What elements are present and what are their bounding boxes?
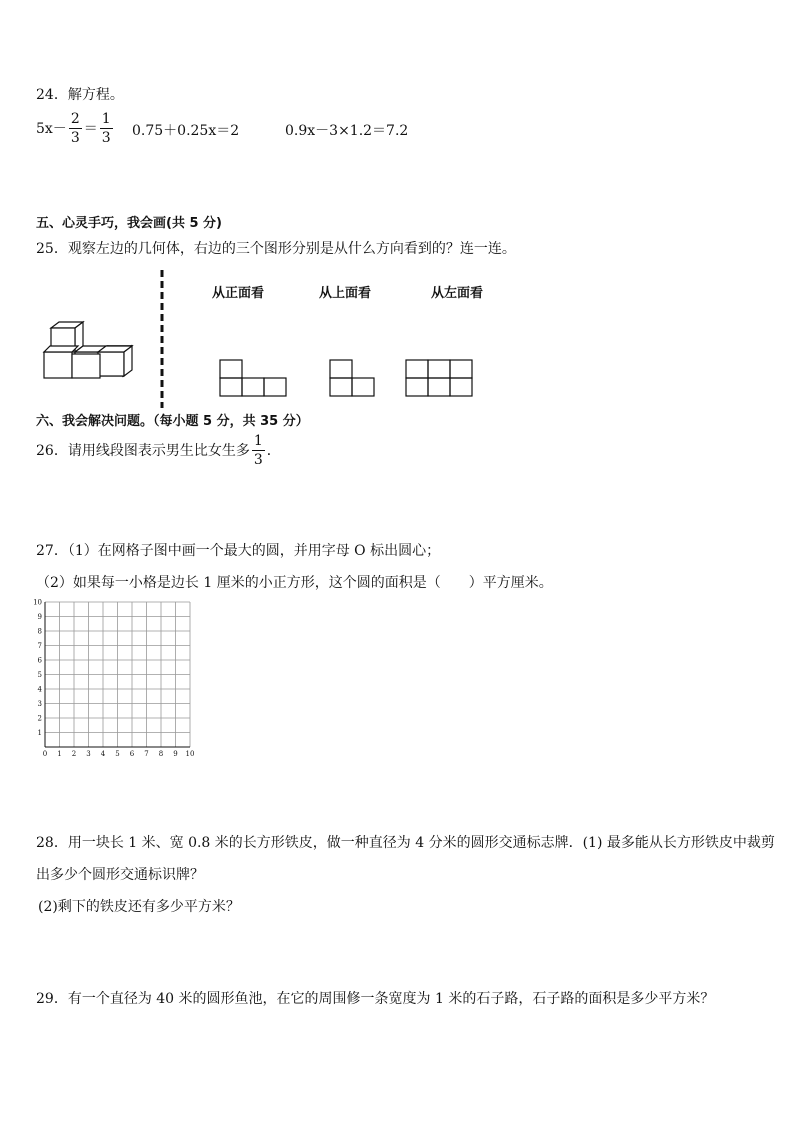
eq1-frac2-numerator: 1 — [101, 110, 111, 127]
grid-x-label: 0 — [42, 750, 48, 758]
label-from-front: 从正面看 — [212, 286, 265, 301]
grid-x-label: 7 — [144, 750, 149, 758]
q29-question: 29．有一个直径为 40 米的圆形鱼池，在它的周围修一条宽度为 1 米的石子路，石子路的面积是多少平方米？ — [36, 991, 715, 1007]
grid-x-label: 9 — [173, 750, 178, 758]
q26-text: 26．请用线段图表示男生比女生多 — [36, 443, 250, 459]
grid-x-label: 5 — [115, 750, 120, 758]
geometric-solid — [44, 322, 132, 378]
eq1-frac1-numerator: 2 — [70, 110, 80, 127]
q24-equation-1 — [36, 110, 115, 146]
q27-line-1: 27．（1）在网格子图中画一个最大的圆，并用字母 O 标出圆心； — [36, 543, 441, 559]
q28-line-2: 出多少个圆形交通标识牌？ — [36, 867, 204, 883]
grid-y-label: 3 — [37, 700, 42, 708]
left-view-shape — [406, 360, 472, 396]
grid-y-label: 5 — [37, 671, 42, 679]
eq1-frac2-denominator: 3 — [101, 129, 111, 146]
eq1-prefix: 5x－ — [36, 121, 67, 137]
section6-title: 六、我会解决问题。（每小题 5 分，共 35 分） — [36, 414, 309, 429]
q25-title: 25．观察左边的几何体，右边的三个图形分别是从什么方向看到的？连一连。 — [36, 241, 516, 257]
grid-y-label: 7 — [37, 642, 42, 650]
eq1-fraction-1 — [69, 112, 82, 145]
q24-equation-2: 0.75＋0.25x＝2 — [132, 123, 240, 139]
label-from-left: 从左面看 — [431, 286, 484, 301]
q26-question — [36, 432, 281, 468]
grid-y-label: 1 — [37, 729, 42, 737]
label-from-top: 从上面看 — [319, 286, 372, 301]
q28-line-3: (2)剩下的铁皮还有多少平方米？ — [38, 899, 240, 915]
front-view-shape — [220, 360, 286, 396]
grid-x-label: 6 — [129, 750, 135, 758]
grid-x-label: 8 — [158, 750, 164, 758]
q24-title: 24．解方程。 — [36, 87, 124, 103]
q26-denominator: 3 — [253, 451, 263, 468]
eq1-fraction-2 — [100, 112, 113, 145]
q27-grid — [34, 600, 204, 760]
grid-y-label: 4 — [37, 685, 42, 694]
q27-line-2: （2）如果每一小格是边长 1 厘米的小正方形，这个圆的面积是（ ）平方厘米。 — [36, 575, 553, 591]
grid-y-label: 10 — [33, 598, 42, 607]
q28-line-1: 28．用一块长 1 米、宽 0.8 米的长方形铁皮，做一种直径为 4 分米的圆形交通标志牌．(1) 最多能从长方形铁皮中裁剪 — [36, 835, 775, 851]
grid-x-label: 10 — [185, 750, 195, 758]
grid-x-label: 1 — [57, 750, 62, 758]
q24-equation-3: 0.9x－3×1.2＝7.2 — [285, 123, 409, 139]
grid-y-label: 6 — [37, 656, 42, 665]
q26-period: ． — [266, 443, 281, 459]
grid-x-label: 4 — [100, 750, 106, 758]
grid-x-label: 3 — [86, 750, 91, 758]
grid-y-label: 2 — [37, 714, 42, 723]
top-view-shape — [330, 360, 374, 396]
grid-y-label: 8 — [37, 627, 42, 636]
eq1-frac1-denominator: 3 — [70, 129, 80, 146]
section5-title: 五、心灵手巧，我会画(共 5 分) — [36, 216, 222, 231]
eq1-equals: ＝ — [83, 121, 98, 137]
grid-x-label: 2 — [71, 750, 77, 758]
q26-numerator: 1 — [253, 432, 263, 449]
q26-fraction — [252, 434, 265, 467]
grid-y-label: 9 — [37, 613, 42, 621]
